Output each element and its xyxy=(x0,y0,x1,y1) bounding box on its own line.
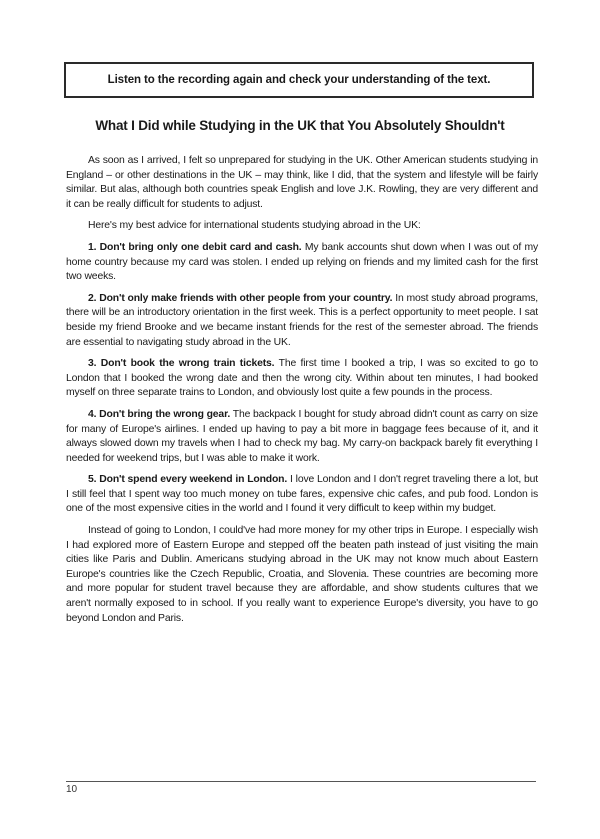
tip-text-4: The backpack I bought for study abroad didn't count as carry on size for many of Europe's airlines. I ended up having to pay a bit more in baggage fees because of it, and it always slowed down my travels when I had to check my bag. My carry-on backpack barely fit everything I needed for weekend trips, but I was able to make it work. xyxy=(66,408,538,464)
page-number: 10 xyxy=(66,784,78,795)
tip-paragraph-3 xyxy=(66,357,538,401)
tip-paragraph-4 xyxy=(66,408,538,466)
tip-heading-1: 1. Don't bring only one debit card and cash. xyxy=(88,241,302,253)
tip-text-5: I love London and I don't regret traveling there a lot, but I still feel that I spent way too much money on tube fares, expensive chic cafes, and pub food. London is one of the most expensive cities in the world and I found it very difficult to keep within my budget. xyxy=(66,474,538,515)
article-body xyxy=(66,154,538,633)
tip-heading-4: 4. Don't bring the wrong gear. xyxy=(88,408,231,420)
article-title: What I Did while Studying in the UK that You Absolutely Shouldn't xyxy=(95,118,505,133)
tip-text-1: My bank accounts shut down when I was out of my home country because my card was stolen. I ended up relying on friends and my limited cash for the first two weeks. xyxy=(66,241,539,283)
tip-heading-5: 5. Don't spend every weekend in London. xyxy=(88,474,288,486)
intro-paragraph: As soon as I arrived, I felt so unprepared for studying in the UK. Other American students studying in England – or other destinations in the UK – may think, like I did, that the system and lifestyle will be fairly similar. But alas, although both countries speak English and love J.K. Rowling, they are very different and it can be really difficult for students to adjust. xyxy=(66,155,538,210)
tip-paragraph-1 xyxy=(66,241,538,285)
tip-paragraph-2 xyxy=(66,292,538,350)
tip-heading-2: 2. Don't only make friends with other people from your country. xyxy=(88,292,393,304)
instruction-box xyxy=(64,62,534,98)
conclusion-paragraph: Instead of going to London, I could've had more money for my other trips in Europe. I especially wish I had explored more of Eastern Europe and stepped off the beaten path instead of just visiting the main cities like Paris and Dublin. Americans studying abroad in the UK may not know much about Eastern Europe's countries like the Czech Republic, Croatia, and Slovenia. These countries are becoming more and more popular for student travel because they are affordable, and show students cultures that we aren't normally exposed to in school. If you really want to experience Europe's diversity, you have to go beyond London and Paris. xyxy=(66,525,538,624)
tip-heading-3: 3. Don't book the wrong train tickets. xyxy=(88,358,275,370)
tip-paragraph-5 xyxy=(66,473,538,517)
tip-text-3: The first time I booked a trip, I was so excited to go to London that I booked the wrong date and then the wrong city. Within about ten minutes, I had booked myself on three separate trains to London, and obviously lost quite a few pounds in the process. xyxy=(66,358,538,399)
footer-divider xyxy=(66,781,536,782)
intro-advice-line: Here's my best advice for international students studying abroad in the UK: xyxy=(88,220,421,232)
tip-text-2: In most study abroad programs, there will be an introductory orientation in the first week. This is a perfect opportunity to meet people. I sat beside my friend Brooke and we became instant friends for the rest of the semester abroad. The friends are essential to navigating study abroad in the UK. xyxy=(66,292,538,348)
instruction-text: Listen to the recording again and check your understanding of the text. xyxy=(107,74,491,86)
